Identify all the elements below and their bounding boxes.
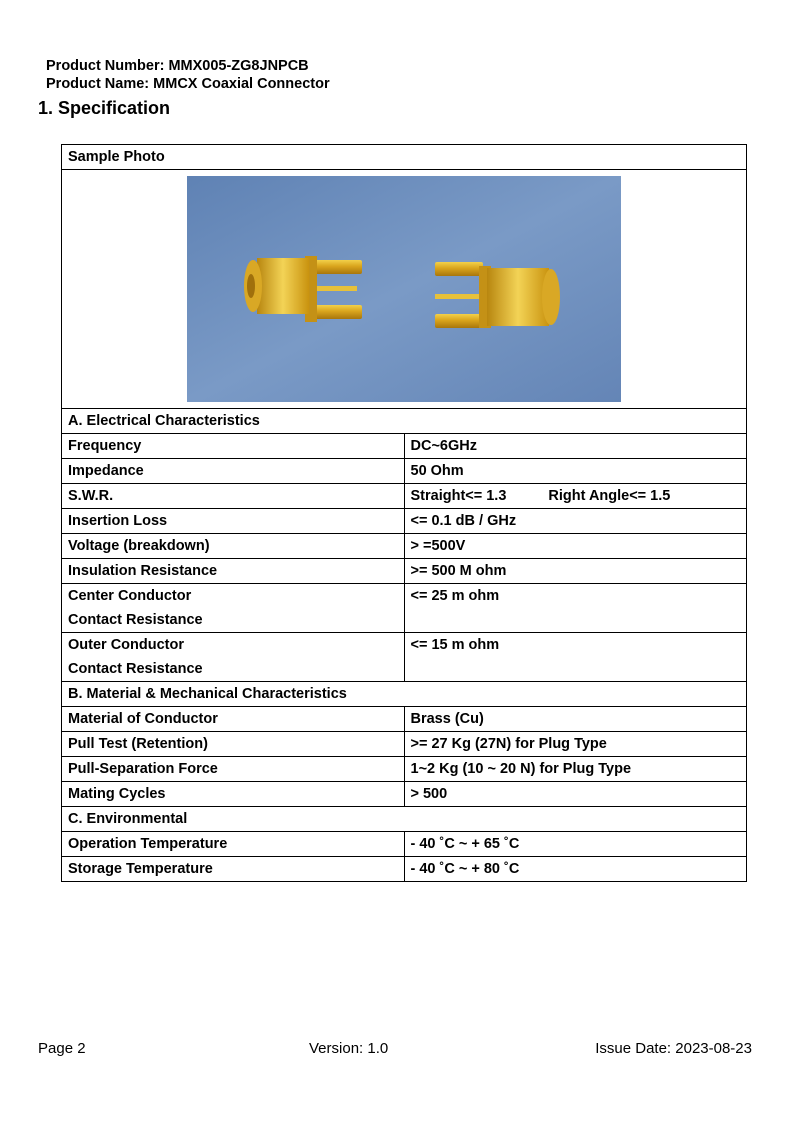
- center-label-line1: Center Conductor: [68, 588, 192, 604]
- mechanical-title: B. Material & Mechanical Characteristics: [62, 682, 747, 707]
- table-row: [62, 559, 747, 584]
- table-row: [62, 509, 747, 534]
- center-conductor-label: [62, 584, 405, 633]
- impedance-value: 50 Ohm: [404, 459, 747, 484]
- storage-temperature-value: - 40 ˚C ~ + 80 ˚C: [404, 857, 747, 882]
- table-row: [62, 707, 747, 732]
- swr-straight: Straight<= 1.3: [410, 488, 507, 504]
- insulation-label: Insulation Resistance: [62, 559, 405, 584]
- frequency-label: Frequency: [62, 434, 405, 459]
- table-row: [62, 459, 747, 484]
- pull-test-value: >= 27 Kg (27N) for Plug Type: [404, 732, 747, 757]
- pull-separation-value: 1~2 Kg (10 ~ 20 N) for Plug Type: [404, 757, 747, 782]
- table-row: [62, 534, 747, 559]
- table-row: [62, 633, 747, 682]
- table-row: [62, 682, 747, 707]
- connector-left-shape: [244, 256, 362, 322]
- swr-right-angle: Right Angle<= 1.5: [548, 488, 671, 504]
- material-value: Brass (Cu): [404, 707, 747, 732]
- electrical-title: A. Electrical Characteristics: [62, 409, 747, 434]
- operation-temperature-label: Operation Temperature: [62, 832, 405, 857]
- specification-table: [61, 144, 747, 882]
- material-label: Material of Conductor: [62, 707, 405, 732]
- page-number: Page 2: [38, 1040, 86, 1057]
- photo-label: Sample Photo: [62, 145, 747, 170]
- table-row: [62, 170, 747, 409]
- table-row: [62, 807, 747, 832]
- voltage-label: Voltage (breakdown): [62, 534, 405, 559]
- pull-test-label: Pull Test (Retention): [62, 732, 405, 757]
- table-row: [62, 832, 747, 857]
- insertion-loss-value: <= 0.1 dB / GHz: [404, 509, 747, 534]
- mating-cycles-label: Mating Cycles: [62, 782, 405, 807]
- table-row: [62, 857, 747, 882]
- table-row: [62, 145, 747, 170]
- insertion-loss-label: Insertion Loss: [62, 509, 405, 534]
- outer-conductor-value: <= 15 m ohm: [404, 633, 747, 682]
- table-row: [62, 584, 747, 633]
- swr-label: S.W.R.: [62, 484, 405, 509]
- product-name: Product Name: MMCX Coaxial Connector: [46, 76, 330, 92]
- table-row: [62, 484, 747, 509]
- table-row: [62, 434, 747, 459]
- frequency-value: DC~6GHz: [404, 434, 747, 459]
- issue-date: Issue Date: 2023-08-23: [595, 1040, 752, 1057]
- impedance-label: Impedance: [62, 459, 405, 484]
- environmental-title: C. Environmental: [62, 807, 747, 832]
- connector-right-shape: [435, 262, 560, 328]
- insulation-value: >= 500 M ohm: [404, 559, 747, 584]
- mating-cycles-value: > 500: [404, 782, 747, 807]
- product-number: Product Number: MMX005-ZG8JNPCB: [46, 58, 309, 74]
- pull-separation-label: Pull-Separation Force: [62, 757, 405, 782]
- table-row: [62, 732, 747, 757]
- outer-label-line1: Outer Conductor: [68, 637, 184, 653]
- table-row: [62, 782, 747, 807]
- operation-temperature-value: - 40 ˚C ~ + 65 ˚C: [404, 832, 747, 857]
- section-title: 1. Specification: [38, 98, 171, 118]
- photo-cell: [62, 170, 747, 409]
- table-row: [62, 757, 747, 782]
- sample-photo: [187, 176, 621, 402]
- center-label-line2: Contact Resistance: [68, 612, 203, 628]
- swr-value: [404, 484, 747, 509]
- outer-label-line2: Contact Resistance: [68, 661, 203, 677]
- storage-temperature-label: Storage Temperature: [62, 857, 405, 882]
- outer-conductor-label: [62, 633, 405, 682]
- voltage-value: > =500V: [404, 534, 747, 559]
- center-conductor-value: <= 25 m ohm: [404, 584, 747, 633]
- table-row: [62, 409, 747, 434]
- version: Version: 1.0: [309, 1040, 389, 1057]
